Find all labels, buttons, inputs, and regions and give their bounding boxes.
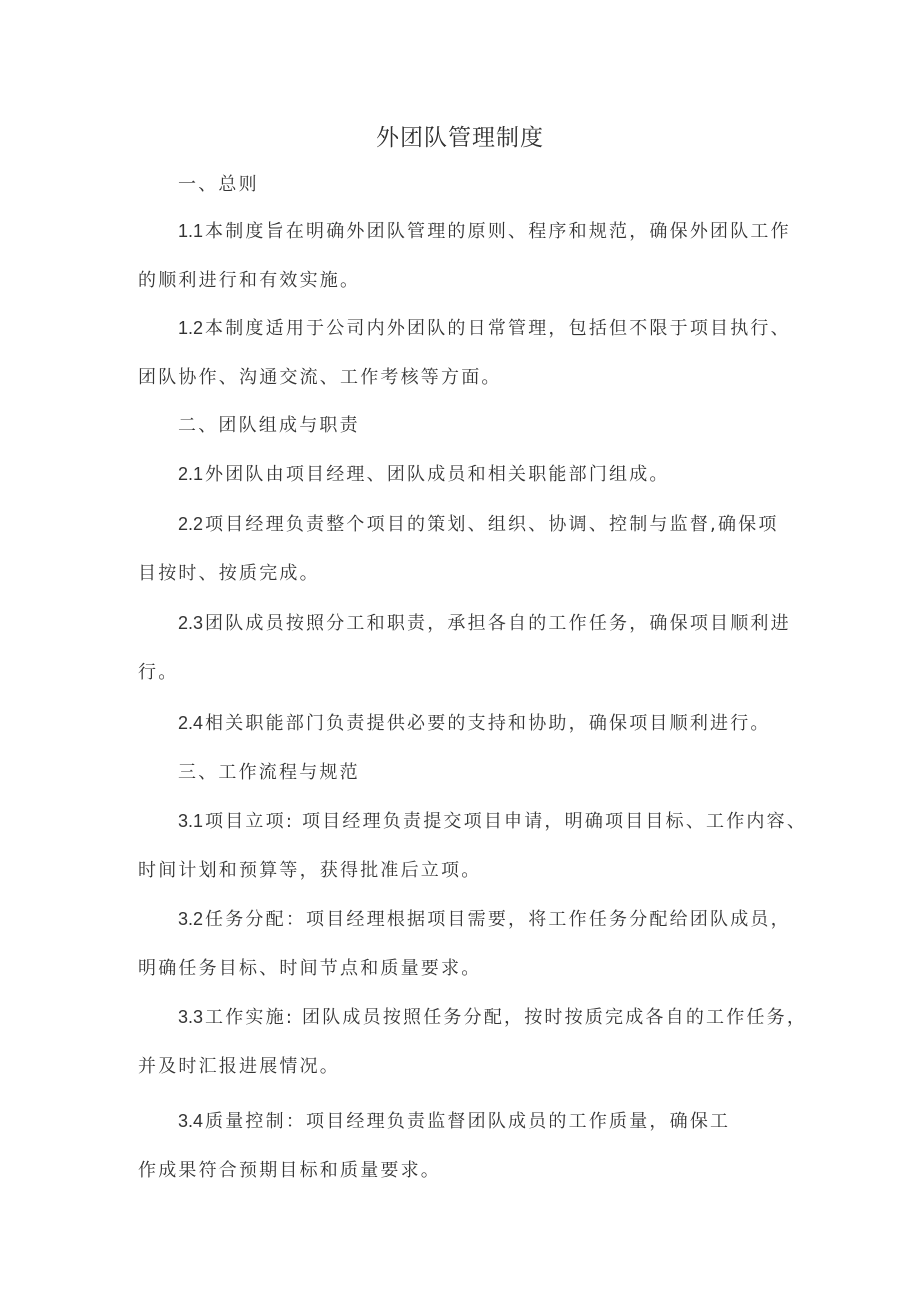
paragraph-line: 质量控制：项目经理负责监督团队成员的工作质量，确保工 bbox=[205, 1111, 731, 1132]
paragraph-3-4 bbox=[138, 1097, 798, 1195]
clause-number: 3.3 bbox=[178, 1007, 204, 1027]
paragraph-line: 外团队由项目经理、团队成员和相关职能部门组成。 bbox=[205, 464, 670, 485]
paragraph-line: 团队协作、沟通交流、工作考核等方面。 bbox=[138, 367, 502, 388]
clause-number: 1.2 bbox=[178, 318, 204, 338]
paragraph-line: 时间计划和预算等，获得批准后立项。 bbox=[138, 860, 482, 881]
paragraph-line: 作成果符合预期目标和质量要求。 bbox=[138, 1160, 441, 1181]
paragraph-line: 行。 bbox=[138, 662, 179, 683]
clause-number: 3.2 bbox=[178, 909, 204, 929]
clause-number: 3.1 bbox=[178, 811, 204, 831]
clause-number: 2.2 bbox=[178, 514, 204, 534]
clause-number: 3.4 bbox=[178, 1111, 204, 1131]
paragraph-line: 本制度适用于公司内外团队的日常管理，包括但不限于项目执行、 bbox=[205, 318, 791, 339]
paragraph-2-4 bbox=[138, 699, 798, 748]
document-title: 外团队管理制度 bbox=[376, 125, 544, 151]
clause-number: 1.1 bbox=[178, 221, 204, 241]
clause-number: 2.3 bbox=[178, 613, 204, 633]
section-heading-3: 三、工作流程与规范 bbox=[178, 762, 360, 783]
paragraph-2-1 bbox=[138, 450, 798, 499]
clause-number: 2.4 bbox=[178, 713, 204, 733]
paragraph-line: 项目经理负责整个项目的策划、组织、协调、控制与监督,确保项 bbox=[205, 514, 779, 535]
paragraph-line: 的顺利进行和有效实施。 bbox=[138, 270, 361, 291]
paragraph-3-1 bbox=[138, 797, 808, 895]
paragraph-line: 任务分配：项目经理根据项目需要，将工作任务分配给团队成员， bbox=[205, 909, 791, 930]
paragraph-line: 相关职能部门负责提供必要的支持和协助，确保项目顺利进行。 bbox=[205, 713, 771, 734]
paragraph-line: 项目立项: 项目经理负责提交项目申请，明确项目目标、工作内容、 bbox=[205, 811, 808, 832]
section-heading-1: 一、总则 bbox=[178, 174, 259, 195]
clause-number: 2.1 bbox=[178, 464, 204, 484]
paragraph-2-3 bbox=[138, 599, 798, 697]
paragraph-line: 本制度旨在明确外团队管理的原则、程序和规范，确保外团队工作 bbox=[205, 221, 791, 242]
paragraph-3-2 bbox=[138, 895, 798, 993]
section-heading-2: 二、团队组成与职责 bbox=[178, 415, 360, 436]
paragraph-line: 明确任务目标、时间节点和质量要求。 bbox=[138, 958, 482, 979]
paragraph-line: 团队成员按照分工和职责，承担各自的工作任务，确保项目顺利进 bbox=[205, 613, 791, 634]
paragraph-line: 并及时汇报进展情况。 bbox=[138, 1056, 340, 1077]
paragraph-3-3 bbox=[138, 993, 808, 1091]
paragraph-2-2 bbox=[138, 500, 798, 598]
paragraph-line: 工作实施: 团队成员按照任务分配，按时按质完成各自的工作任务， bbox=[205, 1007, 808, 1028]
paragraph-1-2 bbox=[138, 304, 798, 402]
paragraph-line: 目按时、按质完成。 bbox=[138, 563, 320, 584]
paragraph-1-1 bbox=[138, 207, 798, 305]
